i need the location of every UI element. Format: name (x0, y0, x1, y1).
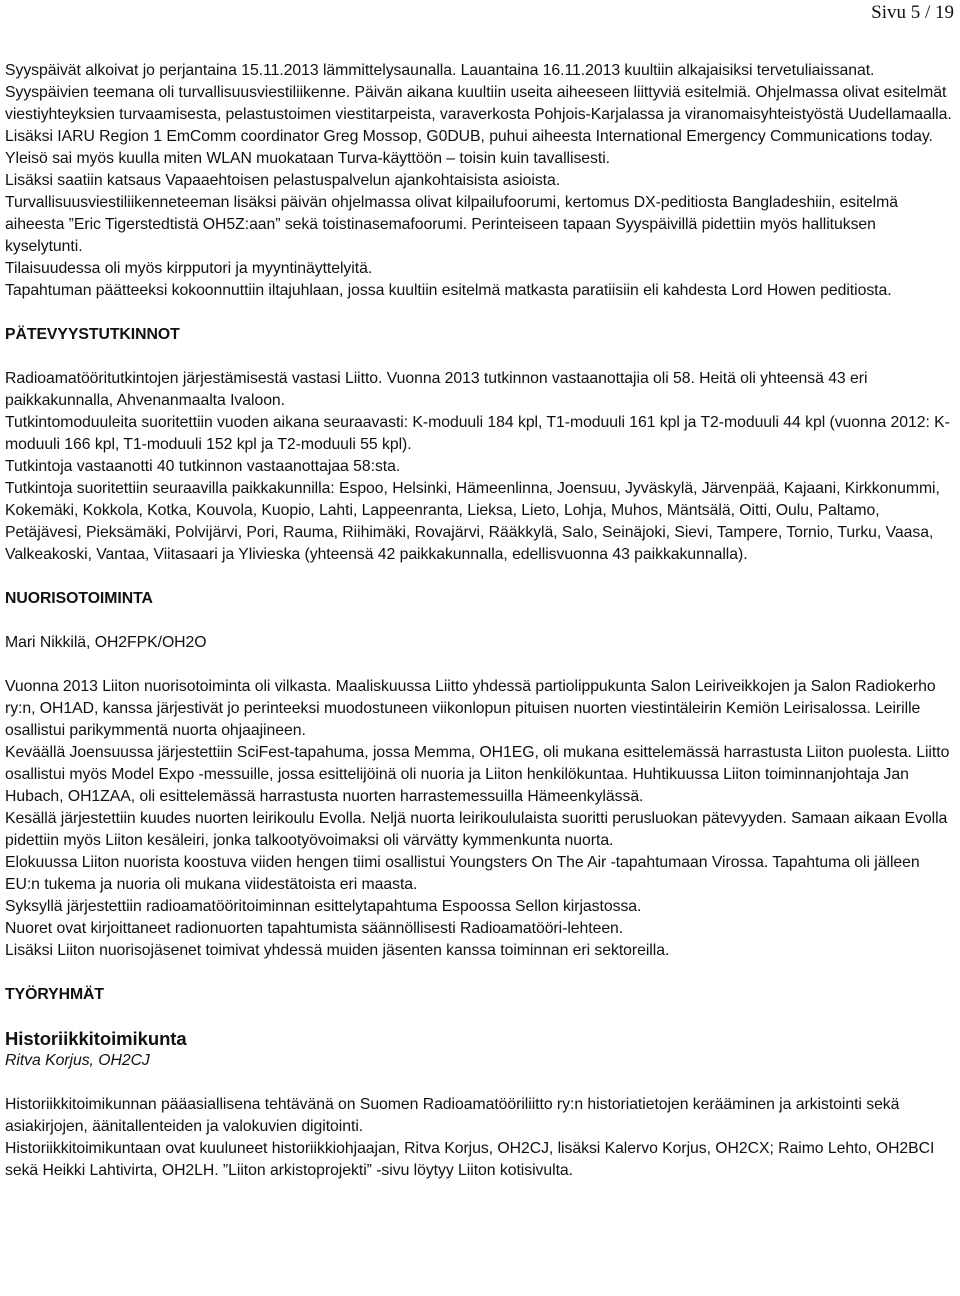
intro-section (5, 60, 955, 302)
paragraph: Historiikkitoimikuntaan ovat kuuluneet historiikkiohjaajan, Ritva Korjus, OH2CJ, lisäksi Kalervo Korjus, OH2CX; Raimo Lehto, OH2BCI sekä Heikki Lahtivirta, OH2LH. ”Liiton arkistoprojekti” -sivu löytyy Liiton kotisivulta. (5, 1140, 935, 1179)
patevyys-section (5, 368, 955, 566)
paragraph: Tutkintoja vastaanotti 40 tutkinnon vastaanottajaa 58:sta. (5, 458, 401, 475)
page-content (5, 60, 955, 1182)
paragraph: Syyspäivät alkoivat jo perjantaina 15.11.2013 lämmittelysaunalla. Lauantaina 16.11.2013 kuultiin alkajaisiksi tervetuliaissanat. Syyspäivien teemana oli turvallisuusviestiliikenne. Päivän aikana kuultiin useita aiheeseen liittyviä esitelmiä. Ohjelmassa olivat esitelmät viestiyhteyksien turvaamisesta, pelastustoimen viestitarpeista, varaverkosta Pohjois-Karjalassa ja viranomaisyhteistyöstä Uudellamaalla. (5, 62, 952, 123)
subsection-heading-historiikkitoimikunta: Historiikkitoimikunta (5, 1028, 187, 1049)
paragraph: Keväällä Joensuussa järjestettiin SciFest-tapahuma, jossa Memma, OH1EG, oli mukana esittelemässä harrastusta Liiton puolesta. Liitto osallistui myös Model Expo -messuille, jossa esittelijöinä oli nuoria ja Liiton henkilökuntaa. Huhtikuussa Liiton toiminnanjohtaja Jan Hubach, OH1ZAA, oli esittelemässä harrastusta nuorten harrastemessuilla Hämeenkylässä. (5, 744, 950, 805)
paragraph: Lisäksi Liiton nuorisojäsenet toimivat yhdessä muiden jäsenten kanssa toiminnan eri sektoreilla. (5, 942, 670, 959)
paragraph: Tilaisuudessa oli myös kirpputori ja myyntinäyttelyitä. (5, 260, 373, 277)
section-responsible-person: Mari Nikkilä, OH2FPK/OH2O (5, 634, 207, 651)
subsection-responsible-person: Ritva Korjus, OH2CJ (5, 1052, 150, 1069)
paragraph: Vuonna 2013 Liiton nuorisotoiminta oli vilkasta. Maaliskuussa Liitto yhdessä partiolippukunta Salon Leiriveikkojen ja Salon Radiokerho ry:n, OH1AD, kanssa järjestivät jo perinteeksi muodostuneen viikonlopun pituisen nuorten viestintäleirin Kemiön Leirisalossa. Leirille osallistui parikymmentä nuorta ohjaajineen. (5, 678, 936, 739)
section-heading-nuorisotoiminta: NUORISOTOIMINTA (5, 590, 153, 607)
paragraph: Tutkintoja suoritettiin seuraavilla paikkakunnilla: Espoo, Helsinki, Hämeenlinna, Joensuu, Jyväskylä, Järvenpää, Kajaani, Kirkkonummi, Kokemäki, Kokkola, Kotka, Kouvola, Kuopio, Lahti, Lappeenranta, Lieksa, Lieto, Lohja, Muhos, Mäntsälä, Oitti, Oulu, Paltamo, Petäjävesi, Pieksämäki, Polvijärvi, Pori, Rauma, Riihimäki, Rovajärvi, Rääkkylä, Salo, Seinäjoki, Sievi, Tampere, Tornio, Turku, Vaasa, Valkeakoski, Vantaa, Viitasaari ja Ylivieska (yhteensä 42 paikkakunnalla, edellisvuonna 43 paikkakunnalla). (5, 480, 940, 563)
tyoryhmat-section (5, 1094, 955, 1182)
paragraph: Tapahtuman päätteeksi kokoonnuttiin iltajuhlaan, jossa kuultiin esitelmä matkasta paratiisiin eli kahdesta Lord Howen peditiosta. (5, 282, 892, 299)
paragraph: Turvallisuusviestiliikenneteeman lisäksi päivän ohjelmassa olivat kilpailufoorumi, kertomus DX-peditiosta Bangladeshiin, esitelmä aiheesta ”Eric Tigerstedtistä OH5Z:aan” sekä toistinasemafoorumi. Perinteiseen tapaan Syyspäivillä pidettiin myös hallituksen kyselytunti. (5, 194, 898, 255)
paragraph: Elokuussa Liiton nuorista koostuva viiden hengen tiimi osallistui Youngsters On The Air -tapahtumaan Virossa. Tapahtuma oli jälleen EU:n tukema ja nuoria oli mukana viidestätoista eri maasta. (5, 854, 920, 893)
section-heading-tyoryhmat: TYÖRYHMÄT (5, 986, 105, 1003)
paragraph: Nuoret ovat kirjoittaneet radionuorten tapahtumista säännöllisesti Radioamatööri-lehteen. (5, 920, 624, 937)
paragraph: Historiikkitoimikunnan pääasiallisena tehtävänä on Suomen Radioamatööriliitto ry:n historiatietojen kerääminen ja arkistointi sekä asiakirjojen, äänitallenteiden ja valokuvien digitointi. (5, 1096, 900, 1135)
nuoriso-section (5, 676, 955, 962)
paragraph: Kesällä järjestettiin kuudes nuorten leirikoulu Evolla. Neljä nuorta leirikoululaista suoritti perusluokan pätevyyden. Samaan aikaan Evolla pidettiin myös Liiton kesäleiri, jonka talkootyövoimaksi oli värvätty kymmenkunta nuorta. (5, 810, 948, 849)
paragraph: Syksyllä järjestettiin radioamatööritoiminnan esittelytapahtuma Espoossa Sellon kirjastossa. (5, 898, 642, 915)
section-heading-patevyystutkinnot: PÄTEVYYSTUTKINNOT (5, 326, 180, 343)
paragraph: Radioamatööritutkintojen järjestämisestä vastasi Liitto. Vuonna 2013 tutkinnon vastaanottajia oli 58. Heitä oli yhteensä 43 eri paikkakunnalla, Ahvenanmaalta Ivaloon. (5, 370, 868, 409)
paragraph: Lisäksi IARU Region 1 EmComm coordinator Greg Mossop, G0DUB, puhui aiheesta International Emergency Communications today. Yleisö sai myös kuulla miten WLAN muokataan Turva-käyttöön – toisin kuin tavallisesti. (5, 128, 933, 167)
paragraph: Tutkintomoduuleita suoritettiin vuoden aikana seuraavasti: K-moduuli 184 kpl, T1-moduuli 161 kpl ja T2-moduuli 44 kpl (vuonna 2012: K-moduuli 166 kpl, T1-moduuli 152 kpl ja T2-moduuli 55 kpl). (5, 414, 950, 453)
page-number: Sivu 5 / 19 (871, 2, 954, 23)
paragraph: Lisäksi saatiin katsaus Vapaaehtoisen pelastuspalvelun ajankohtaisista asioista. (5, 172, 561, 189)
